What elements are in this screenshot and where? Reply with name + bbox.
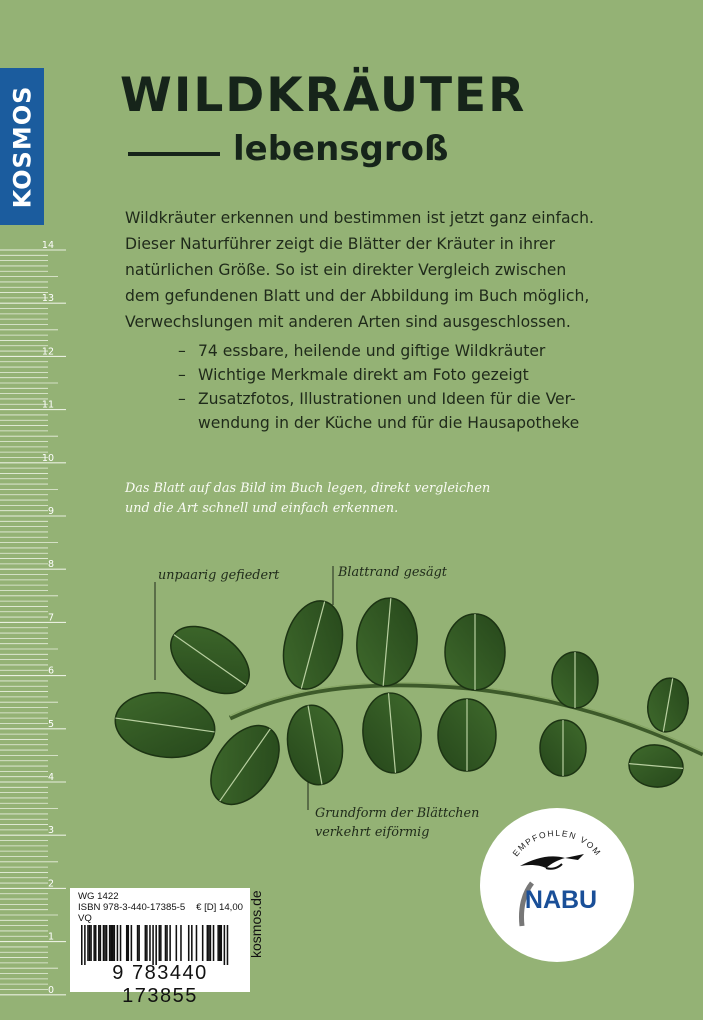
feature-text: 74 essbare, heilende und giftige Wildkräuter bbox=[198, 342, 546, 360]
ruler-label: 6 bbox=[47, 665, 54, 677]
leaflet bbox=[540, 720, 586, 776]
barcode-bar bbox=[180, 925, 182, 961]
warengruppe: WG 1422 bbox=[78, 891, 119, 902]
barcode-block bbox=[70, 888, 250, 1007]
annotation-line-text: Grundform der Blättchen bbox=[315, 806, 480, 821]
leaflet bbox=[111, 686, 219, 763]
barcode-bar bbox=[213, 925, 215, 961]
barcode-bar bbox=[152, 925, 154, 965]
ruler-label: 4 bbox=[47, 772, 54, 783]
barcode-digits: 9 783440 173855 bbox=[112, 962, 208, 1007]
ruler-label: 3 bbox=[47, 825, 54, 837]
barcode-bar bbox=[89, 925, 91, 961]
barcode-bar bbox=[131, 925, 133, 961]
leaflet bbox=[552, 652, 598, 708]
barcode-bar bbox=[165, 925, 167, 961]
barcode-bar bbox=[219, 925, 221, 961]
isbn: ISBN 978-3-440-17385-5 bbox=[78, 902, 186, 913]
barcode-bar bbox=[146, 925, 148, 961]
barcode-bars bbox=[78, 925, 243, 965]
leaflet bbox=[627, 743, 684, 790]
caption-line: Das Blatt auf das Bild im Buch legen, direkt vergleichen bbox=[125, 481, 491, 496]
barcode-bar bbox=[128, 925, 130, 961]
annotation-shape bbox=[315, 804, 479, 842]
leaflet bbox=[644, 675, 693, 735]
barcode-bar bbox=[210, 925, 212, 961]
barcode-bar bbox=[202, 925, 204, 961]
badge-arc-text: EMPFOHLEN VOM bbox=[510, 827, 604, 859]
bullet-dash: – bbox=[178, 342, 186, 360]
feature-item bbox=[178, 363, 683, 387]
ruler-label: 2 bbox=[47, 878, 54, 890]
barcode-bar bbox=[90, 925, 92, 961]
feature-text: wendung in der Küche und für die Hausapotheke bbox=[198, 414, 580, 432]
barcode-bar bbox=[106, 925, 108, 961]
usage-caption bbox=[125, 479, 545, 519]
intro-line: dem gefundenen Blatt und der Abbildung im Buch möglich, bbox=[125, 287, 590, 305]
isbn-row bbox=[78, 902, 243, 913]
ruler-label: 11 bbox=[41, 399, 54, 411]
barcode-bar bbox=[138, 925, 140, 961]
barcode-bar bbox=[84, 925, 86, 965]
product-codes bbox=[78, 891, 243, 924]
feature-text: Zusatzfotos, Illustrationen und Ideen für die Ver- bbox=[198, 390, 576, 408]
barcode-bar bbox=[188, 925, 190, 961]
publisher-website: kosmos.de bbox=[248, 890, 264, 958]
caption-line: und die Art schnell und einfach erkennen. bbox=[125, 501, 399, 516]
barcode-bar bbox=[126, 925, 128, 961]
ruler-label: 14 bbox=[41, 240, 54, 251]
intro-line: Dieser Naturführer zeigt die Blätter der Kräuter in ihrer bbox=[125, 235, 556, 253]
price: € [D] 14,00 bbox=[196, 902, 243, 913]
ruler-label: 13 bbox=[41, 293, 54, 305]
leaflet bbox=[274, 594, 351, 695]
ruler-label: 9 bbox=[47, 506, 54, 517]
leaflet bbox=[445, 614, 505, 690]
barcode-bar bbox=[208, 925, 210, 961]
barcode-bar bbox=[149, 925, 151, 961]
barcode-bar bbox=[166, 925, 168, 961]
ruler-label: 5 bbox=[47, 718, 54, 730]
intro-line: Verwechslungen mit anderen Arten sind ausgeschlossen. bbox=[125, 313, 571, 331]
barcode-bar bbox=[217, 925, 219, 961]
intro-line: natürlichen Größe. So ist ein direkter Vergleich zwischen bbox=[125, 261, 567, 279]
barcode-bar bbox=[112, 925, 114, 961]
barcode-bar bbox=[176, 925, 178, 961]
annotation-pinnate: unpaarig gefiedert bbox=[158, 568, 280, 583]
barcode-bar bbox=[155, 925, 157, 965]
intro-line: Wildkräuter erkennen und bestimmen ist jetzt ganz einfach. bbox=[125, 209, 594, 227]
leaflet bbox=[158, 613, 261, 708]
barcode-bar bbox=[103, 925, 105, 961]
barcode-bar bbox=[191, 925, 193, 961]
barcode-bar bbox=[117, 925, 119, 961]
ruler-label: 0 bbox=[47, 984, 54, 996]
barcode-bar bbox=[207, 925, 209, 961]
barcode-bar bbox=[110, 925, 112, 961]
feature-item bbox=[178, 387, 683, 435]
barcode-bar bbox=[221, 925, 223, 961]
book-subtitle: lebensgroß bbox=[233, 129, 449, 169]
barcode-bar bbox=[93, 925, 95, 961]
feature-item bbox=[178, 339, 683, 363]
nabu-badge bbox=[480, 808, 634, 962]
barcode-bar bbox=[196, 925, 198, 961]
feature-list bbox=[178, 339, 683, 435]
leaflet bbox=[438, 699, 496, 771]
bullet-dash: – bbox=[178, 366, 186, 384]
ruler-label: 12 bbox=[41, 346, 54, 358]
subtitle-rule bbox=[128, 152, 220, 156]
barcode-bar bbox=[104, 925, 106, 961]
leaflet bbox=[360, 691, 425, 776]
barcode-bar bbox=[109, 925, 111, 961]
svg-text:EMPFOHLEN VOM bbox=[510, 828, 603, 858]
barcode-bar bbox=[114, 925, 116, 961]
barcode-bar bbox=[224, 925, 226, 965]
barcode-bar bbox=[159, 925, 161, 961]
barcode-bar bbox=[98, 925, 100, 961]
barcode-bar bbox=[100, 925, 102, 961]
nabu-logo bbox=[480, 808, 634, 962]
barcode-bar bbox=[137, 925, 139, 961]
ruler-label: 1 bbox=[47, 931, 54, 943]
barcode-bar bbox=[95, 925, 97, 961]
annotation-line-text: verkehrt eiförmig bbox=[315, 825, 430, 840]
barcode-bar bbox=[169, 925, 171, 961]
ruler-label: 10 bbox=[41, 452, 54, 464]
stork-icon bbox=[520, 854, 584, 869]
badge-logo-text: NABU bbox=[524, 886, 598, 914]
barcode-bar bbox=[120, 925, 122, 961]
vq-code: VQ bbox=[78, 913, 92, 924]
bullet-dash: – bbox=[178, 390, 186, 408]
barcode-bar bbox=[81, 925, 83, 965]
barcode-bar bbox=[160, 925, 162, 961]
barcode-bar bbox=[227, 925, 229, 965]
barcode-bar bbox=[87, 925, 89, 961]
leaflet bbox=[281, 701, 348, 789]
leaflet bbox=[353, 596, 420, 689]
book-title: WILDKRÄUTER bbox=[120, 68, 527, 123]
publisher-logo: KOSMOS bbox=[8, 85, 36, 208]
annotation-margin: Blattrand gesägt bbox=[338, 565, 447, 580]
ruler-label: 8 bbox=[47, 559, 54, 571]
barcode-bar bbox=[145, 925, 147, 961]
ruler-label: 7 bbox=[47, 612, 54, 624]
feature-text: Wichtige Merkmale direkt am Foto gezeigt bbox=[198, 366, 529, 384]
intro-text bbox=[125, 205, 680, 335]
publisher-tab bbox=[0, 68, 44, 225]
